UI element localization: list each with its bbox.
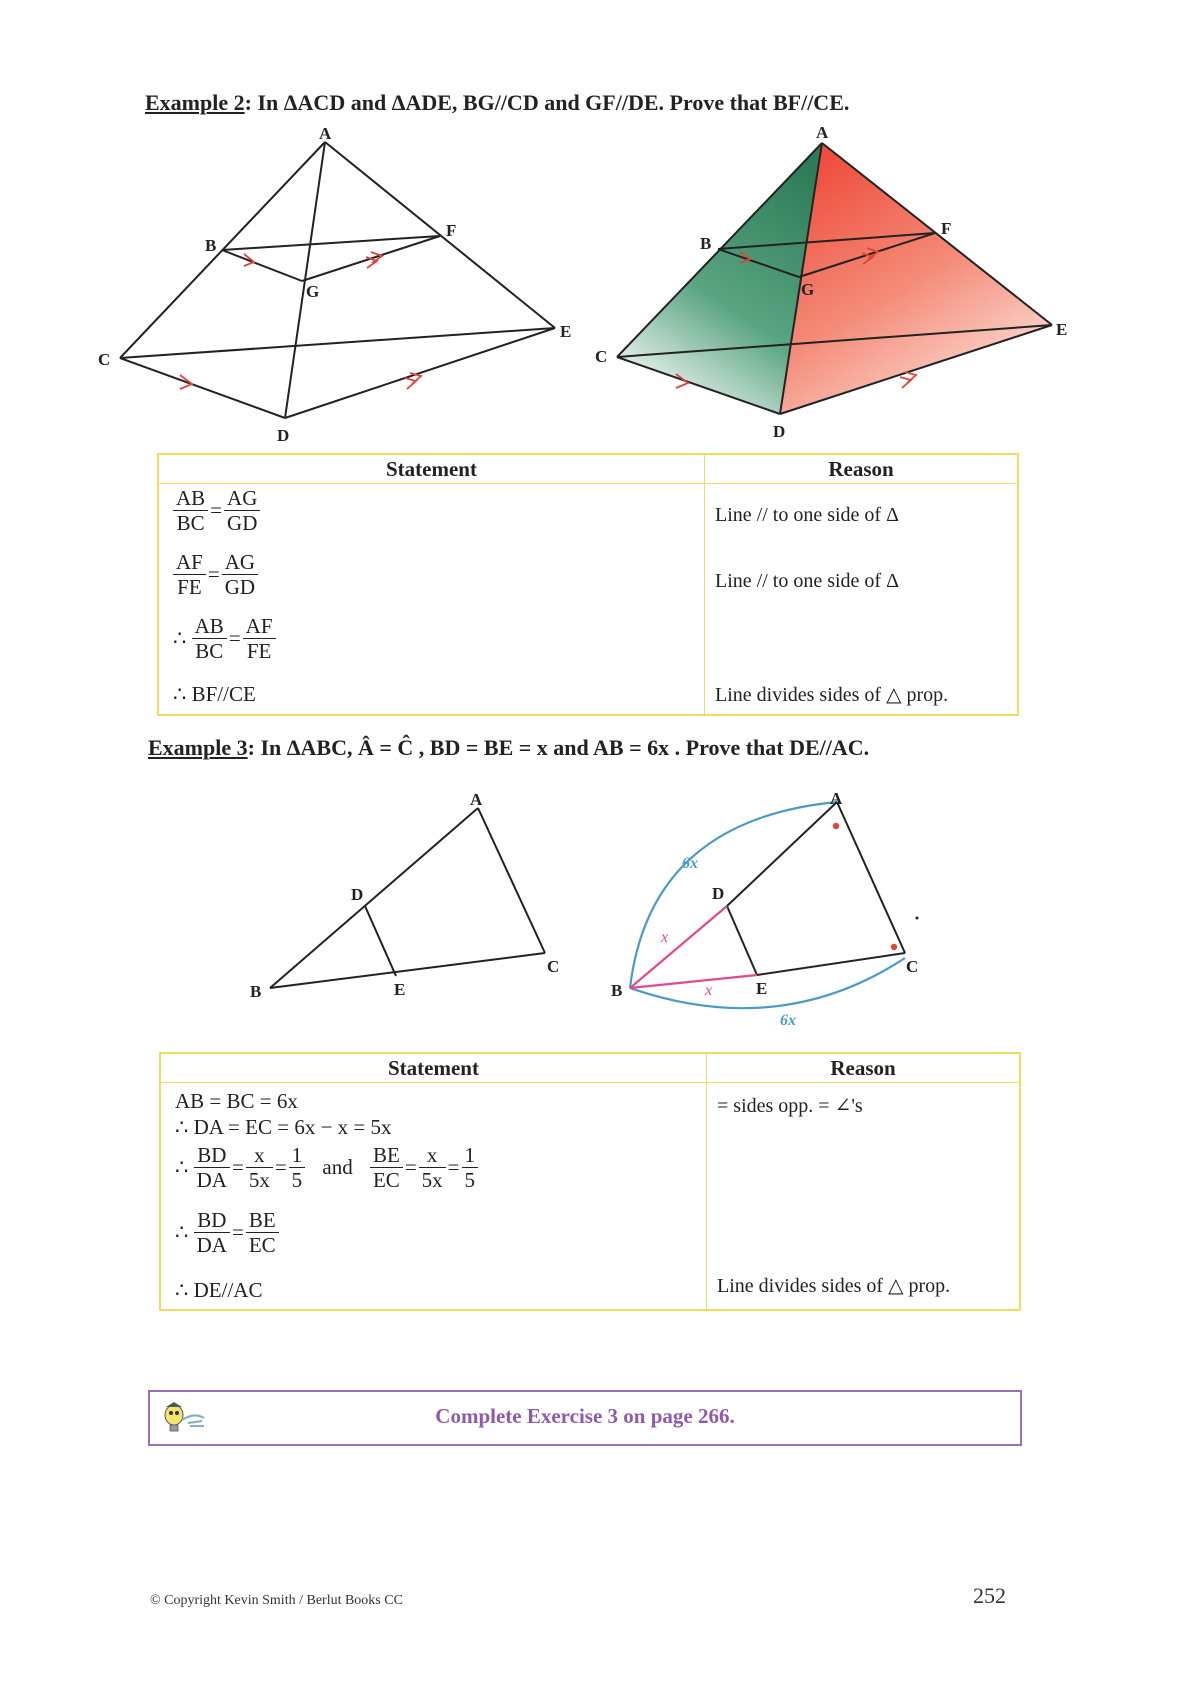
statement-header-3: Statement xyxy=(160,1053,707,1083)
example3-statements xyxy=(161,1083,706,1309)
example3-diagram-annotated xyxy=(605,780,935,1030)
statement-line-1: AB = BC = 6x xyxy=(175,1089,298,1113)
point-d-label-3: D xyxy=(351,885,364,904)
point-d-label-4: D xyxy=(712,884,725,903)
statement-row-3: ∴ $\frac{AB}{BC}$ = $\frac{AF}{FE}$ xyxy=(173,614,276,663)
line-ba xyxy=(270,808,478,988)
segment-bd xyxy=(630,906,727,988)
point-b-label-3: B xyxy=(250,982,262,1001)
segment-be xyxy=(630,975,757,988)
reason-row-2: Line // to one side of Δ xyxy=(715,570,899,592)
side-label-bc: 6x xyxy=(780,1012,796,1029)
point-f-label: F xyxy=(446,221,457,240)
point-a-label-2: A xyxy=(816,123,829,142)
point-b-label: B xyxy=(205,236,217,255)
example3-label: Example 3 xyxy=(148,735,248,760)
point-c-label-2: C xyxy=(595,347,608,366)
point-a-label: A xyxy=(319,125,332,143)
point-g-label-2: G xyxy=(801,280,815,299)
point-d-label-2: D xyxy=(773,422,786,441)
point-a-label-3: A xyxy=(470,790,483,809)
example3-text: : In ΔABC, Â = Ĉ , BD = BE = x and AB = 6x . Prove that DE//AC. xyxy=(247,735,870,760)
parallel-arrows xyxy=(180,252,421,389)
example2-label: Example 2 xyxy=(145,90,245,115)
line-de xyxy=(365,906,396,976)
angle-c-dot xyxy=(891,944,897,950)
point-c-label-4: C xyxy=(906,957,919,976)
copyright-footer: © Copyright Kevin Smith / Berlut Books CC xyxy=(150,1593,403,1608)
point-a-label-4: A xyxy=(830,789,843,808)
line-bg xyxy=(222,250,302,281)
example3-heading xyxy=(148,735,869,761)
reason-row-3: Line divides sides of △ prop. xyxy=(715,684,949,706)
example2-heading xyxy=(145,90,849,116)
statement-line-4: ∴ $\frac{BD}{DA}$ = $\frac{BE}{EC}$ xyxy=(175,1208,279,1257)
statement-line-2: ∴ DA = EC = 6x − x = 5x xyxy=(175,1115,392,1139)
arc-ab xyxy=(630,802,837,988)
line-ce xyxy=(120,328,555,358)
page-number: 252 xyxy=(973,1583,1006,1608)
line-de xyxy=(285,328,555,418)
reason-line-1: = sides opp. = ∠'s xyxy=(717,1095,863,1117)
side-label-be: x xyxy=(705,982,713,999)
statement-line-5: ∴ DE//AC xyxy=(175,1278,263,1302)
point-d-label: D xyxy=(277,426,290,445)
point-f-label-2: F xyxy=(941,219,952,238)
statement-row-4: ∴ BF//CE xyxy=(173,682,256,706)
point-e-label: E xyxy=(560,322,572,341)
point-c-label: C xyxy=(98,350,111,369)
example2-diagram-plain xyxy=(90,125,590,445)
point-e-label-4: E xyxy=(756,979,768,998)
statement-row-2: $\frac{AF}{FE}$ = $\frac{AG}{GD}$ xyxy=(173,550,258,599)
example2-statements xyxy=(159,484,704,714)
line-cd xyxy=(120,358,285,418)
exercise-banner-text: Complete Exercise 3 on page 266. xyxy=(435,1404,735,1428)
point-e-label-3: E xyxy=(394,980,406,999)
line-bc xyxy=(270,953,545,988)
reason-header-3: Reason xyxy=(707,1053,1021,1083)
reason-header: Reason xyxy=(705,454,1019,484)
point-g-label: G xyxy=(306,282,320,301)
example3-reasons xyxy=(707,1083,1019,1309)
statement-header: Statement xyxy=(158,454,705,484)
line-ae xyxy=(325,142,555,328)
line-ac xyxy=(478,808,545,953)
statement-line-3: ∴ $\frac{BD}{DA}$ = $\frac{x}{5x}$ = $\frac{1}{5}$ and $\frac{BE}{EC}$ = $\frac{x}{5x}$ = $\frac{1}{5}$ xyxy=(175,1143,478,1192)
example3-diagram-plain xyxy=(240,780,570,1010)
side-label-ab: 6x xyxy=(682,855,698,872)
statement-row-1: $\frac{AB}{BC}$ = $\frac{AG}{GD}$ xyxy=(173,486,260,535)
line-bf xyxy=(222,236,440,250)
point-b-label-2: B xyxy=(700,234,712,253)
side-label-bd: x xyxy=(661,929,669,946)
example2-text: : In ΔACD and ΔADE, BG//CD and GF//DE. Prove that BF//CE. xyxy=(244,90,850,115)
reason-line-2: Line divides sides of △ prop. xyxy=(717,1275,951,1297)
example3-proof-table xyxy=(159,1052,1021,1311)
triangle-ade-shading xyxy=(780,143,1052,414)
example2-proof-table xyxy=(157,453,1019,716)
example2-reasons xyxy=(705,484,1017,714)
point-e-label-2: E xyxy=(1056,320,1068,339)
angle-a-dot xyxy=(833,823,839,829)
example2-diagram-shaded xyxy=(590,120,1080,450)
point-b-label-4: B xyxy=(611,981,623,1000)
reason-row-1: Line // to one side of Δ xyxy=(715,504,899,526)
point-c-label-3: C xyxy=(547,957,560,976)
exercise-banner xyxy=(148,1390,1022,1446)
